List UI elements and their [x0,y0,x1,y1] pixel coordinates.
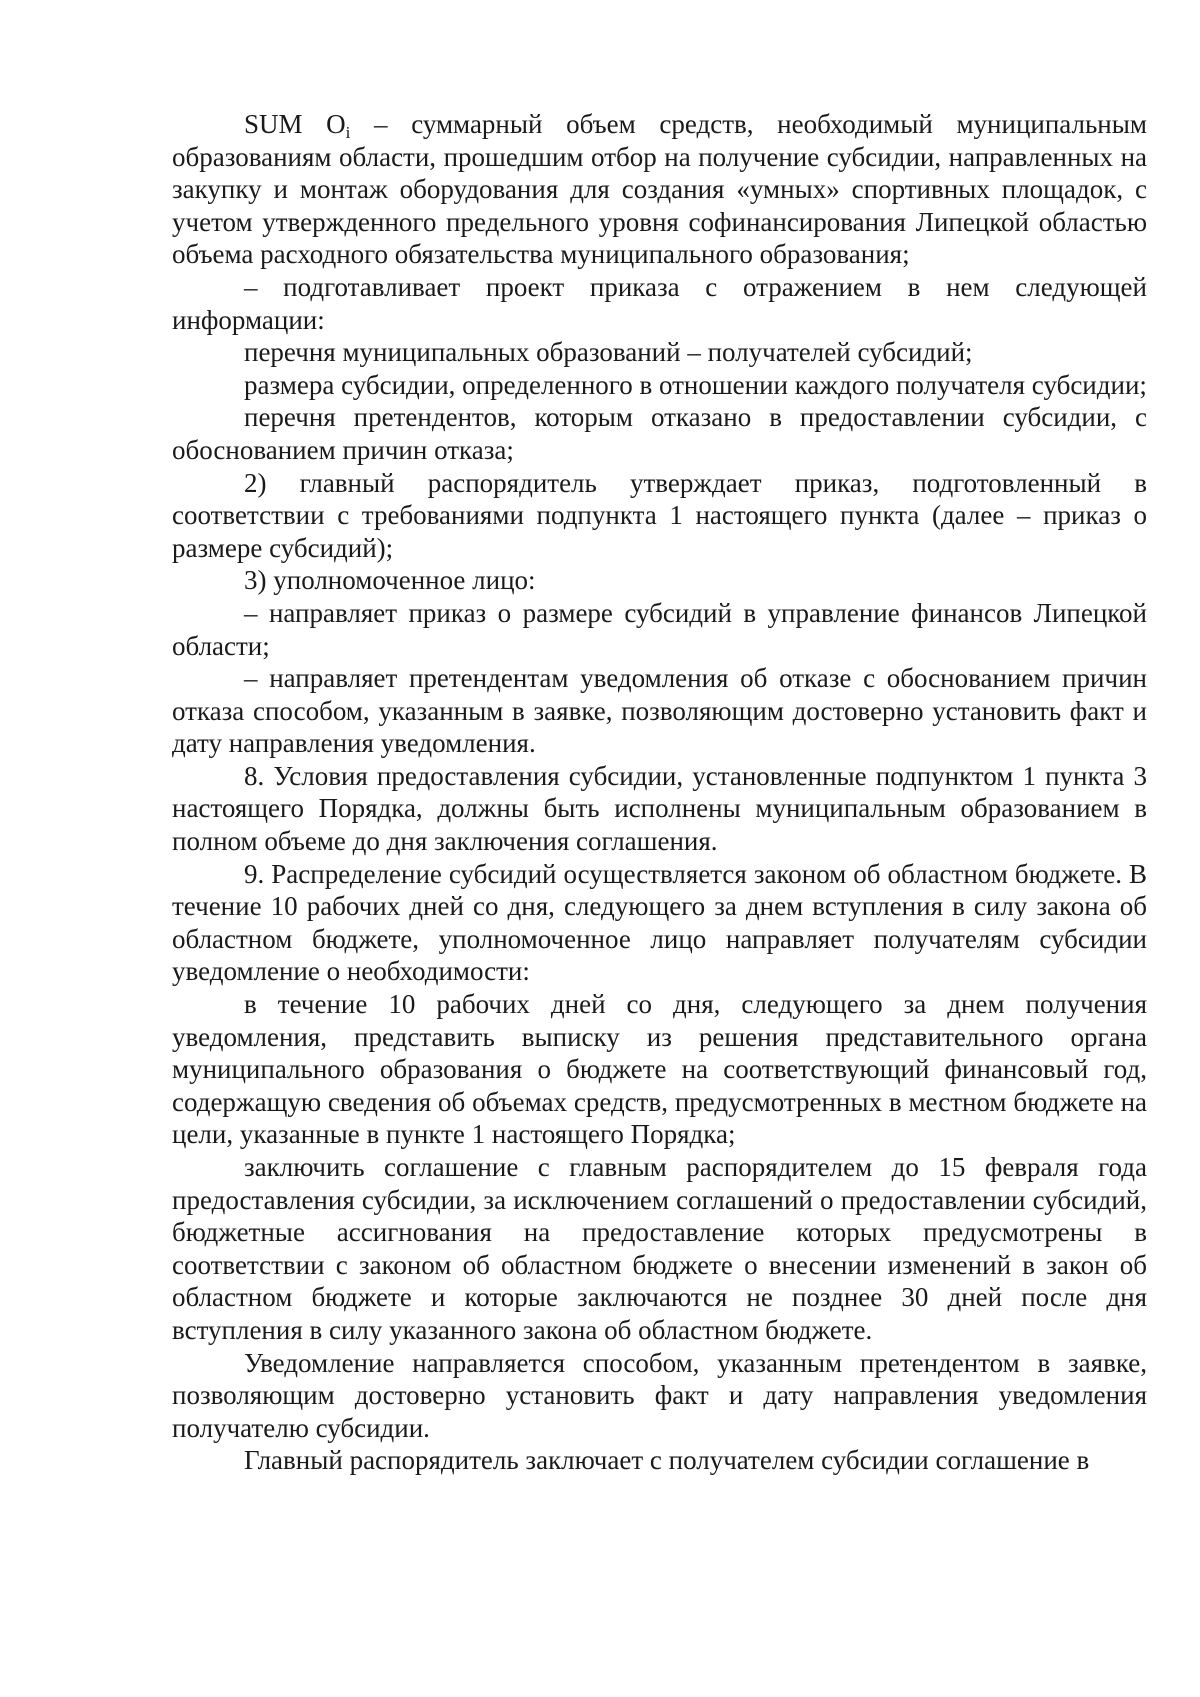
paragraph: 3) уполномоченное лицо: [244,565,536,596]
paragraph: размера субсидии, определенного в отношении каждого получателя субсидии; [244,369,1147,400]
sum-term: SUM O [244,109,346,139]
sum-term-subscript: i [345,123,351,142]
paragraph: перечня муниципальных образований – получателей субсидий; [244,337,973,368]
paragraph: 8. Условия предоставления субсидии, установленные подпунктом 1 пункта 3 настоящего Порядка, должны быть исполнены муниципальным образованием в полном объеме до дня заключения соглашения. [172,760,1147,857]
paragraph: Уведомление направляется способом, указанным претендентом в заявке, позволяющим достоверно установить факт и дату направления уведомления получателю субсидии. [172,1347,1147,1443]
paragraph: заключить соглашение с главным распорядителем до 15 февраля года предоставления субсидии, за исключением соглашений о предоставлении субсидий, бюджетные ассигнования на предоставление которых предусмотрены в соответствии с законом об областном бюджете о внесении изменений в закон об областном бюджете и которые заключаются не позднее 30 дней после дня вступления в силу указанного закона об областном бюджете. [172,1152,1147,1345]
paragraph: 2) главный распорядитель утверждает приказ, подготовленный в соответствии с требованиями подпункта 1 настоящего пункта (далее – приказ о размере субсидий); [172,467,1147,563]
paragraph: – направляет претендентам уведомления об отказе с обоснованием причин отказа способом, указанным в заявке, позволяющим достоверно установить факт и дату направления уведомления. [172,663,1147,759]
paragraph: 9. Распределение субсидий осуществляется законом об областном бюджете. В течение 10 рабочих дней со дня, следующего за днем вступления в силу закона об областном бюджете, уполномоченное лицо направляет получателям субсидии уведомление о необходимости: [172,858,1147,987]
document-page [172,108,1147,1477]
paragraph: перечня претендентов, которым отказано в предоставлении субсидии, с обоснованием причин отказа; [172,402,1147,465]
paragraph: – направляет приказ о размере субсидий в управление финансов Липецкой области; [172,597,1147,661]
paragraph: Главный распорядитель заключает с получателем субсидии соглашение в [244,1445,1090,1476]
paragraph: – подготавливает проект приказа с отражением в нем следующей информации: [172,271,1147,335]
paragraph-sum-definition [172,108,1147,271]
paragraph: в течение 10 рабочих дней со дня, следующего за днем получения уведомления, представить выписку из решения представительного органа муниципального образования о бюджете на соответствующий финансовый год, содержащую сведения об объемах средств, предусмотренных в местном бюджете на цели, указанные в пункте 1 настоящего Порядка; [172,989,1147,1150]
sum-definition-text: – суммарный объем средств, необходимый муниципальным образованиям области, прошедшим отбор на получение субсидии, направленных на закупку и монтаж оборудования для создания «умных» спортивных площадок, с учетом утвержденного предельного уровня софинансирования Липецкой областью объема расходного обязательства муниципального образования; [172,109,1147,270]
